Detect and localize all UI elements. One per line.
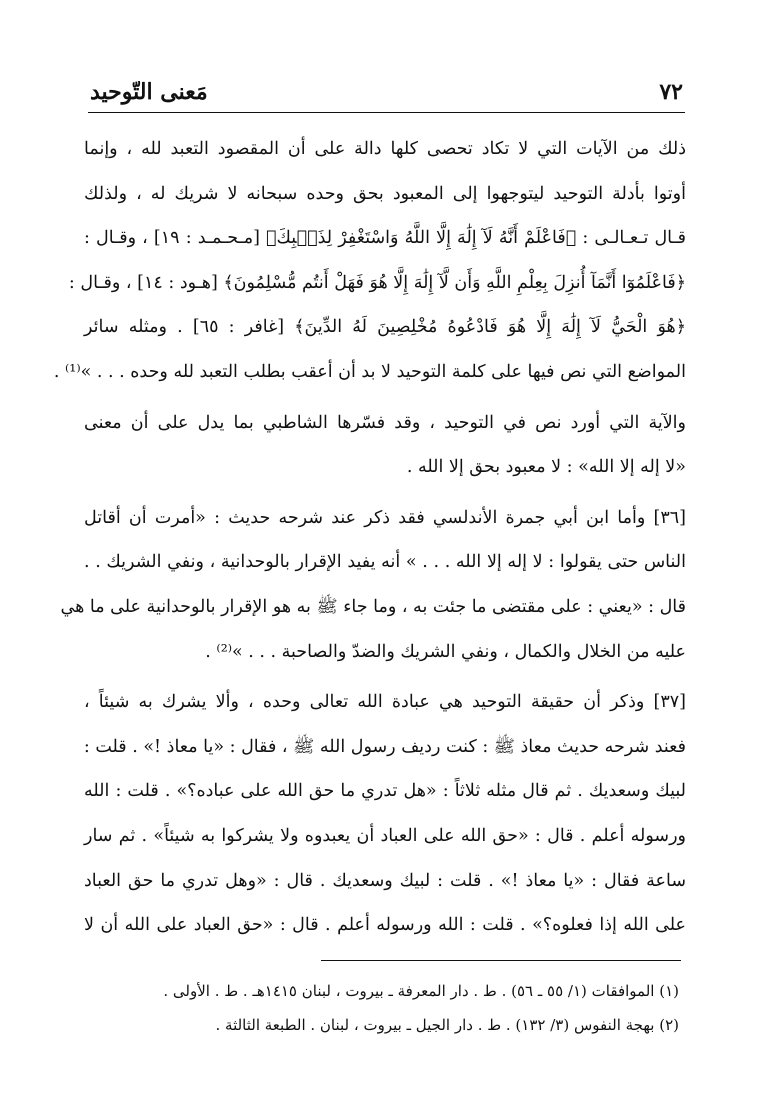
text-line: [٣٦] وأما ابن أبي جمرة الأندلسي فقد ذكر عند شرحه حديث : «أمرت أن أقاتل <box>84 507 686 528</box>
text-line: ساعة فقال : «يا معاذ !» . قلت : لبيك وسعديك . قال : «وهل تدري ما حق العباد <box>84 870 686 891</box>
text-line: قـال تـعـالـى : ﴿فَاعْلَمْ أَنَّهُ لَآ إِلَٰهَ إِلَّا اللَّهُ وَاسْتَغْفِرْ لِذَنۢبِكَ﴾ [مـحـمـد : ١٩] ، وقـال : <box>84 228 686 249</box>
header-rule <box>88 112 685 113</box>
footnote: (١) الموافقات (١/ ٥٥ ـ ٥٦) . ط . دار المعرفة ـ بيروت ، لبنان ١٤١٥هـ . ط . الأولى . <box>163 982 679 1000</box>
text-line: ﴿هُوَ الْحَيُّ لَآ إِلَٰهَ إِلَّا هُوَ فَادْعُوهُ مُخْلِصِينَ لَهُ الدِّينَ﴾ [غافر : ٦٥] . ومثله سائر <box>84 317 686 338</box>
text-line: قال : «يعني : على مقتضى ما جئت به ، وما جاء ﷺ به هو الإقرار بالوحدانية على ما هي <box>60 596 686 617</box>
text-line: الناس حتى يقولوا : لا إله إلا الله . . . » أنه يفيد الإقرار بالوحدانية ، ونفي الشريك . . <box>84 552 686 573</box>
page-header <box>90 72 683 112</box>
running-title: مَعنى التّوحيد <box>90 79 208 105</box>
text-line: ورسوله أعلم . قال : «حق الله على العباد أن يعبدوه ولا يشركوا به شيئاً» . ثم سار <box>84 825 686 846</box>
text-line: على الله إذا فعلوه؟» . قلت : الله ورسوله أعلم . قال : «حق العباد على الله أن لا <box>84 915 686 936</box>
footnote: (٢) بهجة النفوس (٣/ ١٣٢) . ط . دار الجيل ـ بيروت ، لبنان . الطبعة الثالثة . <box>215 1016 679 1034</box>
text-line: «لا إله إلا الله» : لا معبود بحق إلا الله . <box>406 457 686 478</box>
text-line: ﴿فَاعْلَمُوٓا أَنَّمَآ أُنزِلَ بِعِلْمِ اللَّهِ وَأَن لَّآ إِلَٰهَ إِلَّا هُوَ فَهَلْ أَنتُم مُّسْلِمُونَ﴾ [هـود : ١٤] ، وقـال : <box>68 272 686 293</box>
text-line: ذلك من الآيات التي لا تكاد تحصى كلها دالة على أن المقصود التعبد لله ، وإنما <box>84 139 686 159</box>
footnote-rule <box>321 960 681 961</box>
text-line: والآية التي أورد نص في التوحيد ، وقد فسّرها الشاطبي بما يدل على أن معنى <box>84 412 686 433</box>
text-line: المواضع التي نص فيها على كلمة التوحيد لا بد أن أعقب بطلب التعبد لله وحده . . . »⁽¹⁾ . <box>53 361 686 382</box>
text-line: عليه من الخلال والكمال ، ونفي الشريك والضدّ والصاحبة . . . »⁽²⁾ . <box>205 641 686 662</box>
text-line: أوتوا بأدلة التوحيد ليتوجهوا إلى المعبود بحق وحده سبحانه لا شريك له ، ولذلك <box>84 183 686 204</box>
text-line: [٣٧] وذكر أن حقيقة التوحيد هي عبادة الله تعالى وحده ، وألا يشرك به شيئاً ، <box>84 692 686 713</box>
main-text <box>53 127 686 948</box>
text-line: لبيك وسعديك . ثم قال مثله ثلاثاً : «هل تدري ما حق الله على عباده؟» . قلت : الله <box>84 781 686 802</box>
text-line: فعند شرحه حديث معاذ ﷺ : كنت رديف رسول الله ﷺ ، فقال : «يا معاذ !» . قلت : <box>83 736 686 757</box>
page-number: ٧٢ <box>659 79 683 105</box>
